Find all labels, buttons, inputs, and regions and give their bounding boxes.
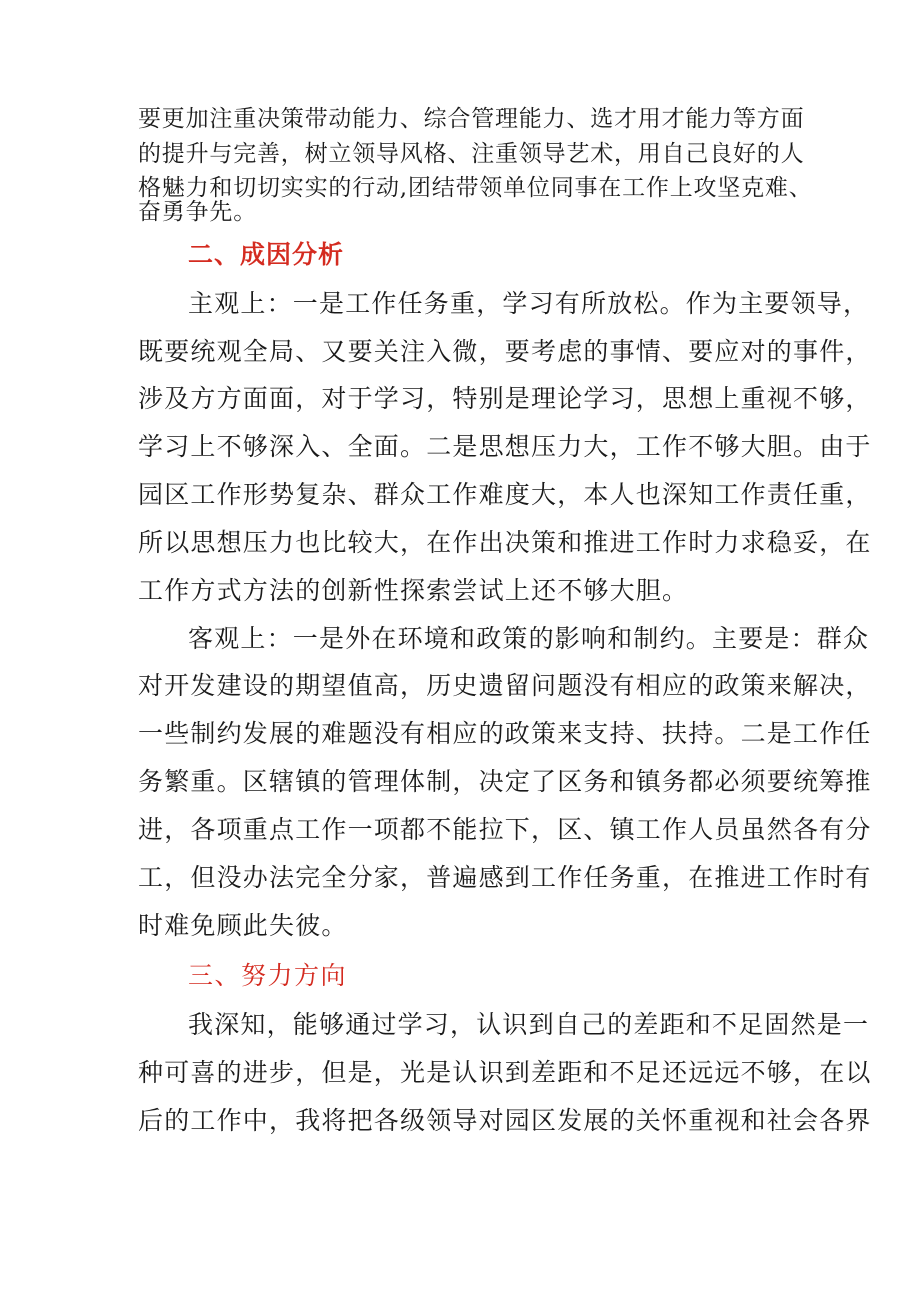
objective-line-4: 务繁重。区辖镇的管理体制，决定了区务和镇务都必须要统筹推 [138, 767, 872, 796]
objective-line-1: 客观上：一是外在环境和政策的影响和制约。主要是：群众 [188, 624, 870, 653]
intro-line-4: 奋勇争先。 [138, 199, 257, 225]
subjective-line-1: 主观上：一是工作任务重，学习有所放松。作为主要领导， [188, 289, 870, 318]
direction-line-1: 我深知，能够通过学习，认识到自己的差距和不足固然是一 [188, 1010, 870, 1039]
subjective-line-2: 既要统观全局、又要关注入微，要考虑的事情、要应对的事件， [138, 337, 872, 366]
intro-line-1: 要更加注重决策带动能力、综合管理能力、选才用才能力等方面 [138, 106, 805, 132]
subjective-line-6: 所以思想压力也比较大，在作出决策和推进工作时力求稳妥，在 [138, 528, 872, 557]
subjective-line-5: 园区工作形势复杂、群众工作难度大，本人也深知工作责任重， [138, 480, 872, 509]
objective-line-5: 进，各项重点工作一项都不能拉下，区、镇工作人员虽然各有分 [138, 815, 872, 844]
objective-line-3: 一些制约发展的难题没有相应的政策来支持、扶持。二是工作任 [138, 719, 872, 748]
objective-line-7: 时难免顾此失彼。 [138, 911, 348, 940]
subjective-line-7: 工作方式方法的创新性探索尝试上还不够大胆。 [138, 576, 689, 605]
subjective-line-3: 涉及方方面面，对于学习，特别是理论学习，思想上重视不够， [138, 384, 872, 413]
objective-line-2: 对开发建设的期望值高，历史遗留问题没有相应的政策来解决， [138, 671, 872, 700]
direction-line-2: 种可喜的进步，但是，光是认识到差距和不足还远远不够，在以 [138, 1058, 872, 1087]
subjective-line-4: 学习上不够深入、全面。二是思想压力大，工作不够大胆。由于 [138, 432, 872, 461]
objective-line-6: 工，但没办法完全分家，普遍感到工作任务重，在推进工作时有 [138, 863, 872, 892]
direction-line-3: 后的工作中，我将把各级领导对园区发展的关怀重视和社会各界 [138, 1106, 872, 1135]
intro-line-2: 的提升与完善，树立领导风格、注重领导艺术，用自己良好的人 [138, 141, 805, 167]
section-heading-direction: 三、努力方向 [188, 961, 348, 990]
intro-line-3: 格魅力和切切实实的行动,团结带领单位同事在工作上攻坚克难、 [138, 175, 813, 201]
section-heading-causes: 二、成因分析 [188, 240, 345, 269]
